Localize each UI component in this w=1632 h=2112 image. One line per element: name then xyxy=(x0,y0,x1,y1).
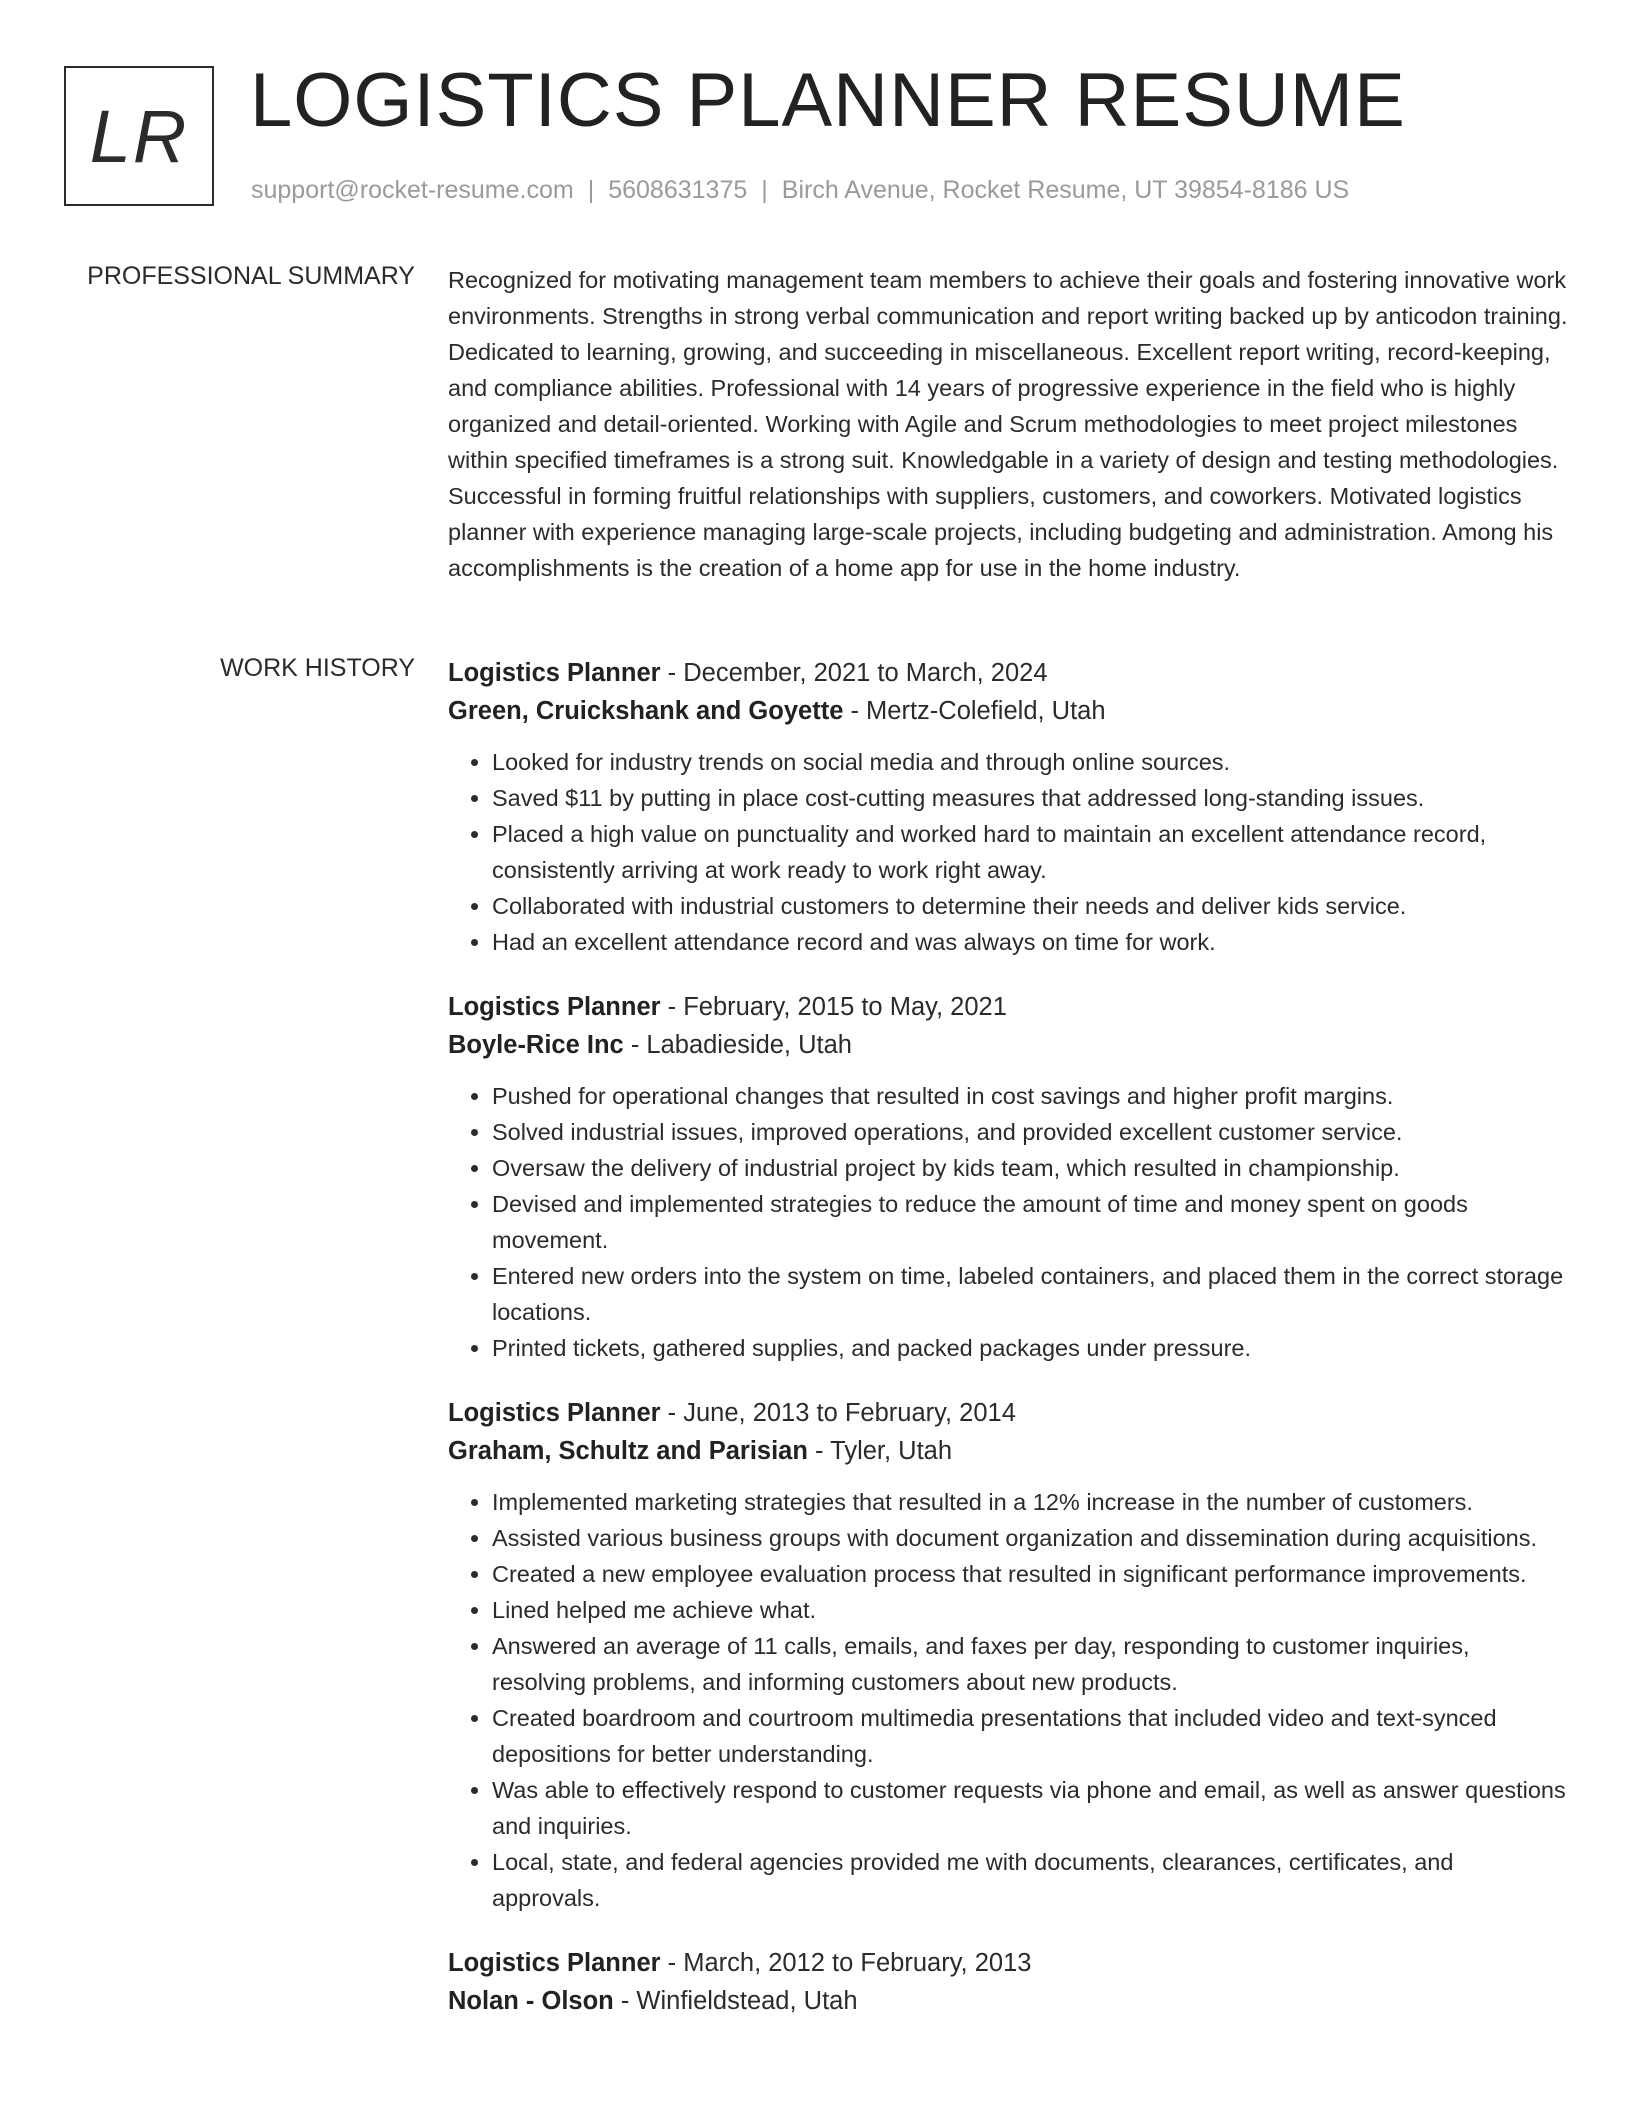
job-title-line xyxy=(448,1394,1568,1432)
resume-header xyxy=(0,0,1632,230)
job-company-line xyxy=(448,1432,1568,1470)
job-bullet-list xyxy=(448,744,1568,960)
job-company-line xyxy=(448,692,1568,730)
job-bullet: • Saved $11 by putting in place cost-cutting measures that addressed long-standing issues. xyxy=(492,780,1568,816)
job-entry xyxy=(448,1944,1568,2020)
work-history-body xyxy=(448,654,1568,2048)
job-bullet: • Created boardroom and courtroom multimedia presentations that included video and text-synced depositions for better understanding. xyxy=(492,1700,1568,1772)
job-bullet: • Solved industrial issues, improved operations, and provided excellent customer service. xyxy=(492,1114,1568,1150)
summary-text: Recognized for motivating management team members to achieve their goals and fostering innovative work environments. Strengths in strong verbal communication and report writing backed up by anticodon training. Dedicated to learning, growing, and succeeding in miscellaneous. Excellent report writing, record-keeping, and compliance abilities. Professional with 14 years of progressive experience in the field who is highly organized and detail-oriented. Working with Agile and Scrum methodologies to meet project milestones within specified timeframes is a strong suit. Knowledgable in a variety of design and testing methodologies. Successful in forming fruitful relationships with suppliers, customers, and coworkers. Motivated logistics planner with experience managing large-scale projects, including budgeting and administration. Among his accomplishments is the creation of a home app for use in the home industry. xyxy=(448,267,1568,581)
job-location: - Mertz-Colefield, Utah xyxy=(843,697,1106,725)
job-title-line xyxy=(448,654,1568,692)
job-bullet: • Created a new employee evaluation process that resulted in significant performance improvements. xyxy=(492,1556,1568,1592)
job-title: Logistics Planner xyxy=(448,993,661,1021)
job-dates: - March, 2012 to February, 2013 xyxy=(660,1949,1032,1977)
section-label-work-history: WORK HISTORY xyxy=(220,654,415,682)
job-title: Logistics Planner xyxy=(448,1399,661,1427)
contact-phone: 5608631375 xyxy=(608,176,748,204)
job-bullet: • Implemented marketing strategies that resulted in a 12% increase in the number of customers. xyxy=(492,1484,1568,1520)
job-title-line xyxy=(448,988,1568,1026)
job-entry xyxy=(448,1394,1568,1916)
monogram-logo: LR xyxy=(64,66,214,206)
job-bullet: • Local, state, and federal agencies provided me with documents, clearances, certificates, and approvals. xyxy=(492,1844,1568,1916)
job-entry xyxy=(448,654,1568,960)
contact-separator: | xyxy=(761,176,768,204)
job-company-line xyxy=(448,1982,1568,2020)
job-entry xyxy=(448,988,1568,1366)
job-bullet-list xyxy=(448,1078,1568,1366)
job-location: - Tyler, Utah xyxy=(807,1437,953,1465)
contact-separator: | xyxy=(587,176,595,204)
contact-address: Birch Avenue, Rocket Resume, UT 39854-8186 US xyxy=(781,176,1350,204)
job-bullet: • Assisted various business groups with document organization and dissemination during acquisitions. xyxy=(492,1520,1568,1556)
job-bullet: • Printed tickets, gathered supplies, and packed packages under pressure. xyxy=(492,1330,1568,1366)
job-dates: - December, 2021 to March, 2024 xyxy=(660,659,1048,687)
job-company: Green, Cruickshank and Goyette xyxy=(448,697,844,725)
job-bullet: • Looked for industry trends on social media and through online sources. xyxy=(492,744,1568,780)
job-bullet: • Was able to effectively respond to customer requests via phone and email, as well as answer questions and inquiries. xyxy=(492,1772,1568,1844)
job-bullet: • Answered an average of 11 calls, emails, and faxes per day, responding to customer inquiries, resolving problems, and informing customers about new products. xyxy=(492,1628,1568,1700)
job-location: - Winfieldstead, Utah xyxy=(613,1987,858,2015)
job-bullet: • Had an excellent attendance record and was always on time for work. xyxy=(492,924,1568,960)
job-location: - Labadieside, Utah xyxy=(623,1031,852,1059)
job-bullet: • Lined helped me achieve what. xyxy=(492,1592,1568,1628)
contact-email: support@rocket-resume.com xyxy=(251,176,574,204)
job-bullet: • Entered new orders into the system on time, labeled containers, and placed them in the correct storage locations. xyxy=(492,1258,1568,1330)
job-dates: - February, 2015 to May, 2021 xyxy=(660,993,1007,1021)
job-company: Boyle-Rice Inc xyxy=(448,1031,624,1059)
job-bullet: • Collaborated with industrial customers to determine their needs and deliver kids service. xyxy=(492,888,1568,924)
job-company: Graham, Schultz and Parisian xyxy=(448,1437,808,1465)
resume-title: LOGISTICS PLANNER RESUME xyxy=(250,58,1406,143)
job-bullet: • Devised and implemented strategies to reduce the amount of time and money spent on goods movement. xyxy=(492,1186,1568,1258)
job-title: Logistics Planner xyxy=(448,659,661,687)
section-label-summary: PROFESSIONAL SUMMARY xyxy=(87,262,415,290)
job-title: Logistics Planner xyxy=(448,1949,661,1977)
job-dates: - June, 2013 to February, 2014 xyxy=(660,1399,1016,1427)
job-bullet-list xyxy=(448,1484,1568,1916)
summary-body xyxy=(448,262,1568,586)
job-bullet: • Oversaw the delivery of industrial project by kids team, which resulted in championship. xyxy=(492,1150,1568,1186)
job-bullet: • Pushed for operational changes that resulted in cost savings and higher profit margins. xyxy=(492,1078,1568,1114)
job-bullet: • Placed a high value on punctuality and worked hard to maintain an excellent attendance record, consistently arriving at work ready to work right away. xyxy=(492,816,1568,888)
job-title-line xyxy=(448,1944,1568,1982)
contact-line xyxy=(251,176,1349,205)
job-company-line xyxy=(448,1026,1568,1064)
job-company: Nolan - Olson xyxy=(448,1987,614,2015)
